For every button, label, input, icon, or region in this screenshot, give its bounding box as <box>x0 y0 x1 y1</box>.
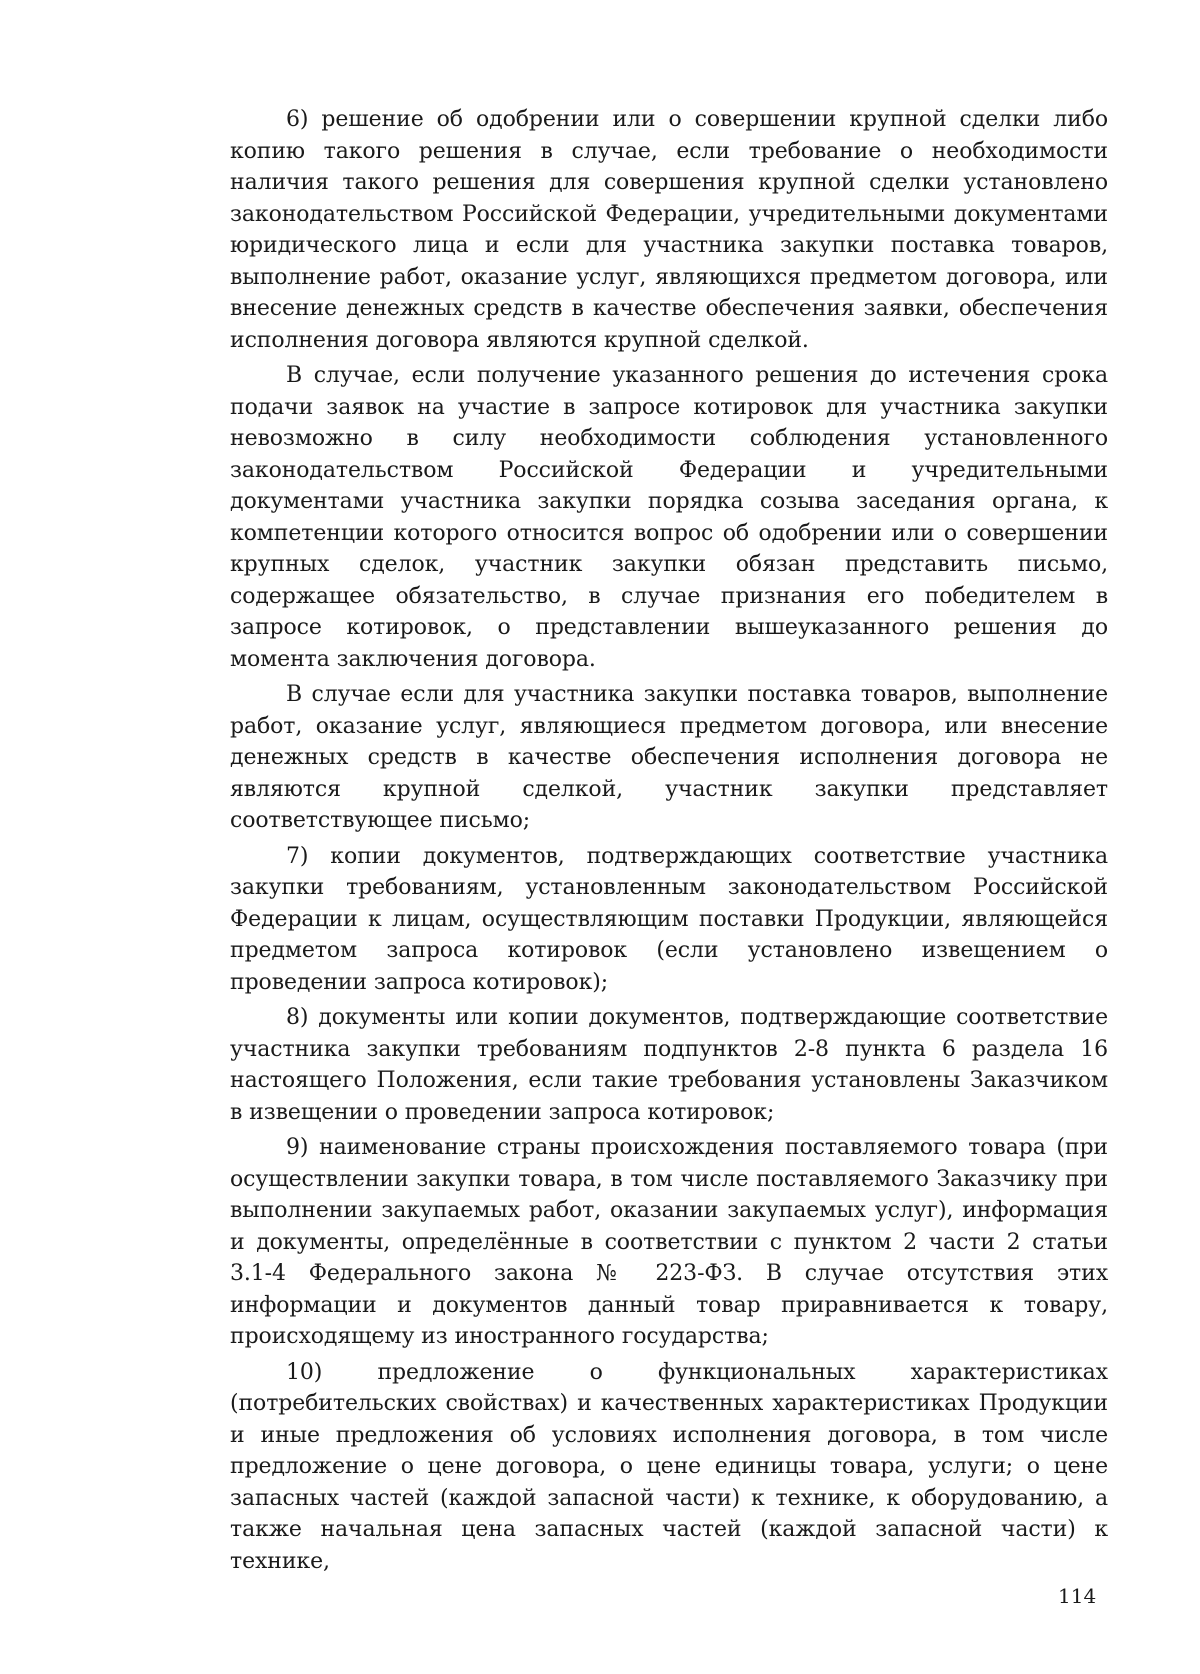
paragraph-case-decision-delay: В случае, если получение указанного решения до истечения срока подачи заявок на участие в запросе котировок для участника закупки невозможно в силу необходимости соблюдения установленного законодательством Российской Федерации и учредительными документами участника закупки порядка созыва заседания органа, к компетенции которого относится вопрос об одобрении или о совершении крупных сделок, участник закупки обязан представить письмо, содержащее обязательство, в случае признания его победителем в запросе котировок, о представлении вышеуказанного решения до момента заключения договора. <box>230 363 1108 672</box>
document-body <box>230 104 1108 1581</box>
paragraph-case-not-major-deal: В случае если для участника закупки поставка товаров, выполнение работ, оказание услуг, являющиеся предметом договора, или внесение денежных средств в качестве обеспечения исполнения договора не являются крупной сделкой, участник закупки представляет соответствующее письмо; <box>230 682 1108 833</box>
paragraph-item-7: 7) копии документов, подтверждающих соответствие участника закупки требованиям, установленным законодательством Российской Федерации к лицам, осуществляющим поставки Продукции, являющейся предметом запроса котировок (если установлено извещением о проведении запроса котировок); <box>230 843 1108 995</box>
page-number: 114 <box>1058 1584 1097 1608</box>
paragraph-item-6: 6) решение об одобрении или о совершении крупной сделки либо копию такого решения в случае, если требование о необходимости наличия такого решения для совершения крупной сделки установлено законодательством Российской Федерации, учредительными документами юридического лица и если для участника закупки поставка товаров, выполнение работ, оказание услуг, являющихся предметом договора, или внесение денежных средств в качестве обеспечения заявки, обеспечения исполнения договора являются крупной сделкой. <box>230 107 1108 353</box>
paragraph-item-9: 9) наименование страны происхождения поставляемого товара (при осуществлении закупки товара, в том числе поставляемого Заказчику при выполнении закупаемых работ, оказании закупаемых услуг), информация и документы, определённые в соответствии с пунктом 2 части 2 статьи 3.1-4 Федерального закона № 223-ФЗ. В случае отсутствия этих информации и документов данный товар приравнивается к товару, происходящему из иностранного государства; <box>230 1135 1108 1349</box>
paragraph-item-8: 8) документы или копии документов, подтверждающие соответствие участника закупки требованиям подпунктов 2-8 пункта 6 раздела 16 настоящего Положения, если такие требования установлены Заказчиком в извещении о проведении запроса котировок; <box>230 1005 1108 1125</box>
paragraph-item-10: 10) предложение о функциональных характеристиках (потребительских свойствах) и качественных характеристиках Продукции и иные предложения об условиях исполнения договора, в том числе предложение о цене договора, о цене единицы товара, услуги; о цене запасных частей (каждой запасной части) к технике, к оборудованию, а также начальная цена запасных частей (каждой запасной части) к технике, <box>230 1359 1108 1574</box>
